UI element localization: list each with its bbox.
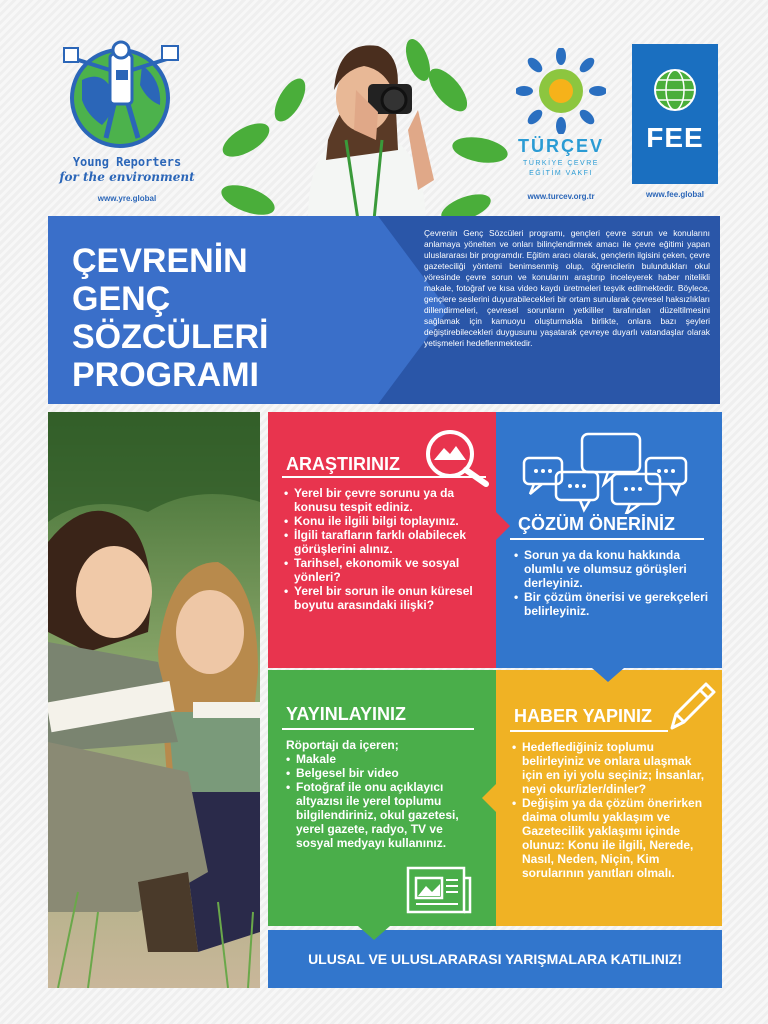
research-item-4: • Tarihsel, ekonomik ve sosyal yönleri? <box>284 556 488 584</box>
program-description: Çevrenin Genç Sözcüleri programı, gençleri çevre sorun ve konularını anlamaya yönelten ve onları bilinçlendirmek amacı ile çevre eğitimi yapan uluslararası bir programdır. Eğitim aracı olarak, gençlerin ilgisini çeken, çevre gazeteciliği yöntemi benimsenmiş olup, öğrencilerin bulundukları okul yöresinde çevre sorun ve konularını araştırıp inceleyerek haber nitelikli makale, fotoğraf ve kısa video kaydı üretmeleri teşvik edilmektedir. Böylece, gençlere seslerini duyurabilecekleri bir ortam sunularak çevresel haksızlıkları dillendirmeleri, çevresel sorunların yetkililer tarafından düzeltilmesini sağlamak için kamuoyu oluşturmakla birlikte, onlara bazı şeyleri değiştirebilecekleri duygusunu yaşatarak çevreye duyarlı vatandaşlar olarak yetişmeleri hedeflenmektedir. <box>424 228 710 348</box>
fee-url[interactable]: www.fee.global <box>646 190 704 199</box>
news-panel <box>496 670 722 926</box>
turcev-name: TÜRÇEV <box>517 136 604 156</box>
program-title-band <box>48 216 720 404</box>
hero-photographer-image <box>218 20 508 220</box>
solutions-title-underline <box>510 538 704 540</box>
pencil-icon <box>664 676 720 736</box>
newspaper-icon <box>406 864 472 916</box>
program-title-line-4: PROGRAMI <box>72 356 259 394</box>
speech-bubbles-icon <box>520 430 710 514</box>
research-item-2: • Konu ile ilgili bilgi toplayınız. <box>284 514 488 528</box>
girls-writing-photo <box>48 412 260 988</box>
publish-arrow <box>358 926 390 940</box>
program-title-line-1: ÇEVRENİN <box>72 242 248 280</box>
solutions-arrow <box>592 668 624 682</box>
news-item-1: • Hedeflediğiniz toplumu belirleyiniz ve onlara ulaşmak için en iyi yolu seçiniz; İnsanlar, neyi okur/izler/dinler? <box>512 740 710 796</box>
publish-item-1: • Makale <box>286 752 482 766</box>
fee-name: FEE <box>646 122 704 153</box>
research-arrow <box>496 512 510 540</box>
publish-item-2: • Belgesel bir video <box>286 766 482 780</box>
program-title <box>72 242 268 394</box>
fee-logo <box>632 44 718 184</box>
competition-banner <box>268 930 722 988</box>
solutions-panel <box>496 412 722 668</box>
research-item-5: • Yerel bir sorun ile onun küresel boyutu arasındaki ilişki? <box>284 584 488 612</box>
research-panel <box>268 412 496 668</box>
magnifier-icon <box>422 426 492 488</box>
publish-intro: Röportajı da içeren; <box>286 738 399 752</box>
news-item-2: • Değişim ya da çözüm önerirken daima olumlu yaklaşım ve Gazetecilik yaklaşımı içinde olunuz: Konu ile ilgili, Nerede, Nasıl, Neden, Niçin, Kim sorularının yanıtları olmalı. <box>512 796 710 880</box>
news-title-underline <box>510 730 668 732</box>
research-item-1: • Yerel bir çevre sorunu ya da konusu tespit ediniz. <box>284 486 488 514</box>
turcev-logo <box>506 48 616 208</box>
program-title-line-2: GENÇ <box>72 280 171 318</box>
program-title-line-3: SÖZCÜLERİ <box>72 318 269 356</box>
solutions-title: ÇÖZÜM ÖNERİNİZ <box>518 514 675 534</box>
turcev-sun-icon <box>516 48 606 134</box>
news-arrow <box>482 784 496 812</box>
publish-panel <box>268 670 496 926</box>
solutions-item-1: • Sorun ya da konu hakkında olumlu ve olumsuz görüşleri derleyiniz. <box>514 548 710 590</box>
fee-globe-icon <box>640 52 710 122</box>
publish-item-3: • Fotoğraf ile onu açıklayıcı altyazısı ile yerel toplumu bilgilendiriniz, okul gazetesi, yerel gazete, radyo, TV ve sosyal medyayı kullanınız. <box>286 780 482 850</box>
competition-text: ULUSAL VE ULUSLARARASI YARIŞMALARA KATILINIZ! <box>308 951 682 967</box>
research-item-3: • İlgili tarafların farklı olabilecek görüşlerini alınız. <box>284 528 488 556</box>
publish-title: YAYINLAYINIZ <box>286 704 407 724</box>
news-title: HABER YAPINIZ <box>514 706 653 726</box>
yre-name: Young Reporters <box>72 155 182 169</box>
yre-url[interactable]: www.yre.global <box>97 194 157 203</box>
yre-tagline: for the environment <box>59 170 195 184</box>
turcev-subtitle-1: TÜRKİYE ÇEVRE <box>523 160 599 167</box>
turcev-url[interactable]: www.turcev.org.tr <box>527 192 595 201</box>
research-title: ARAŞTIRINIZ <box>286 454 400 474</box>
publish-title-underline <box>282 728 474 730</box>
publish-list <box>286 752 482 850</box>
turcev-subtitle-2: EĞİTİM VAKFI <box>529 170 593 177</box>
reporter-globe-icon <box>62 40 180 148</box>
research-list <box>284 486 488 612</box>
solutions-item-2: • Bir çözüm önerisi ve gerekçeleri belirleyiniz. <box>514 590 710 618</box>
news-list <box>512 740 710 880</box>
solutions-list <box>514 548 710 618</box>
